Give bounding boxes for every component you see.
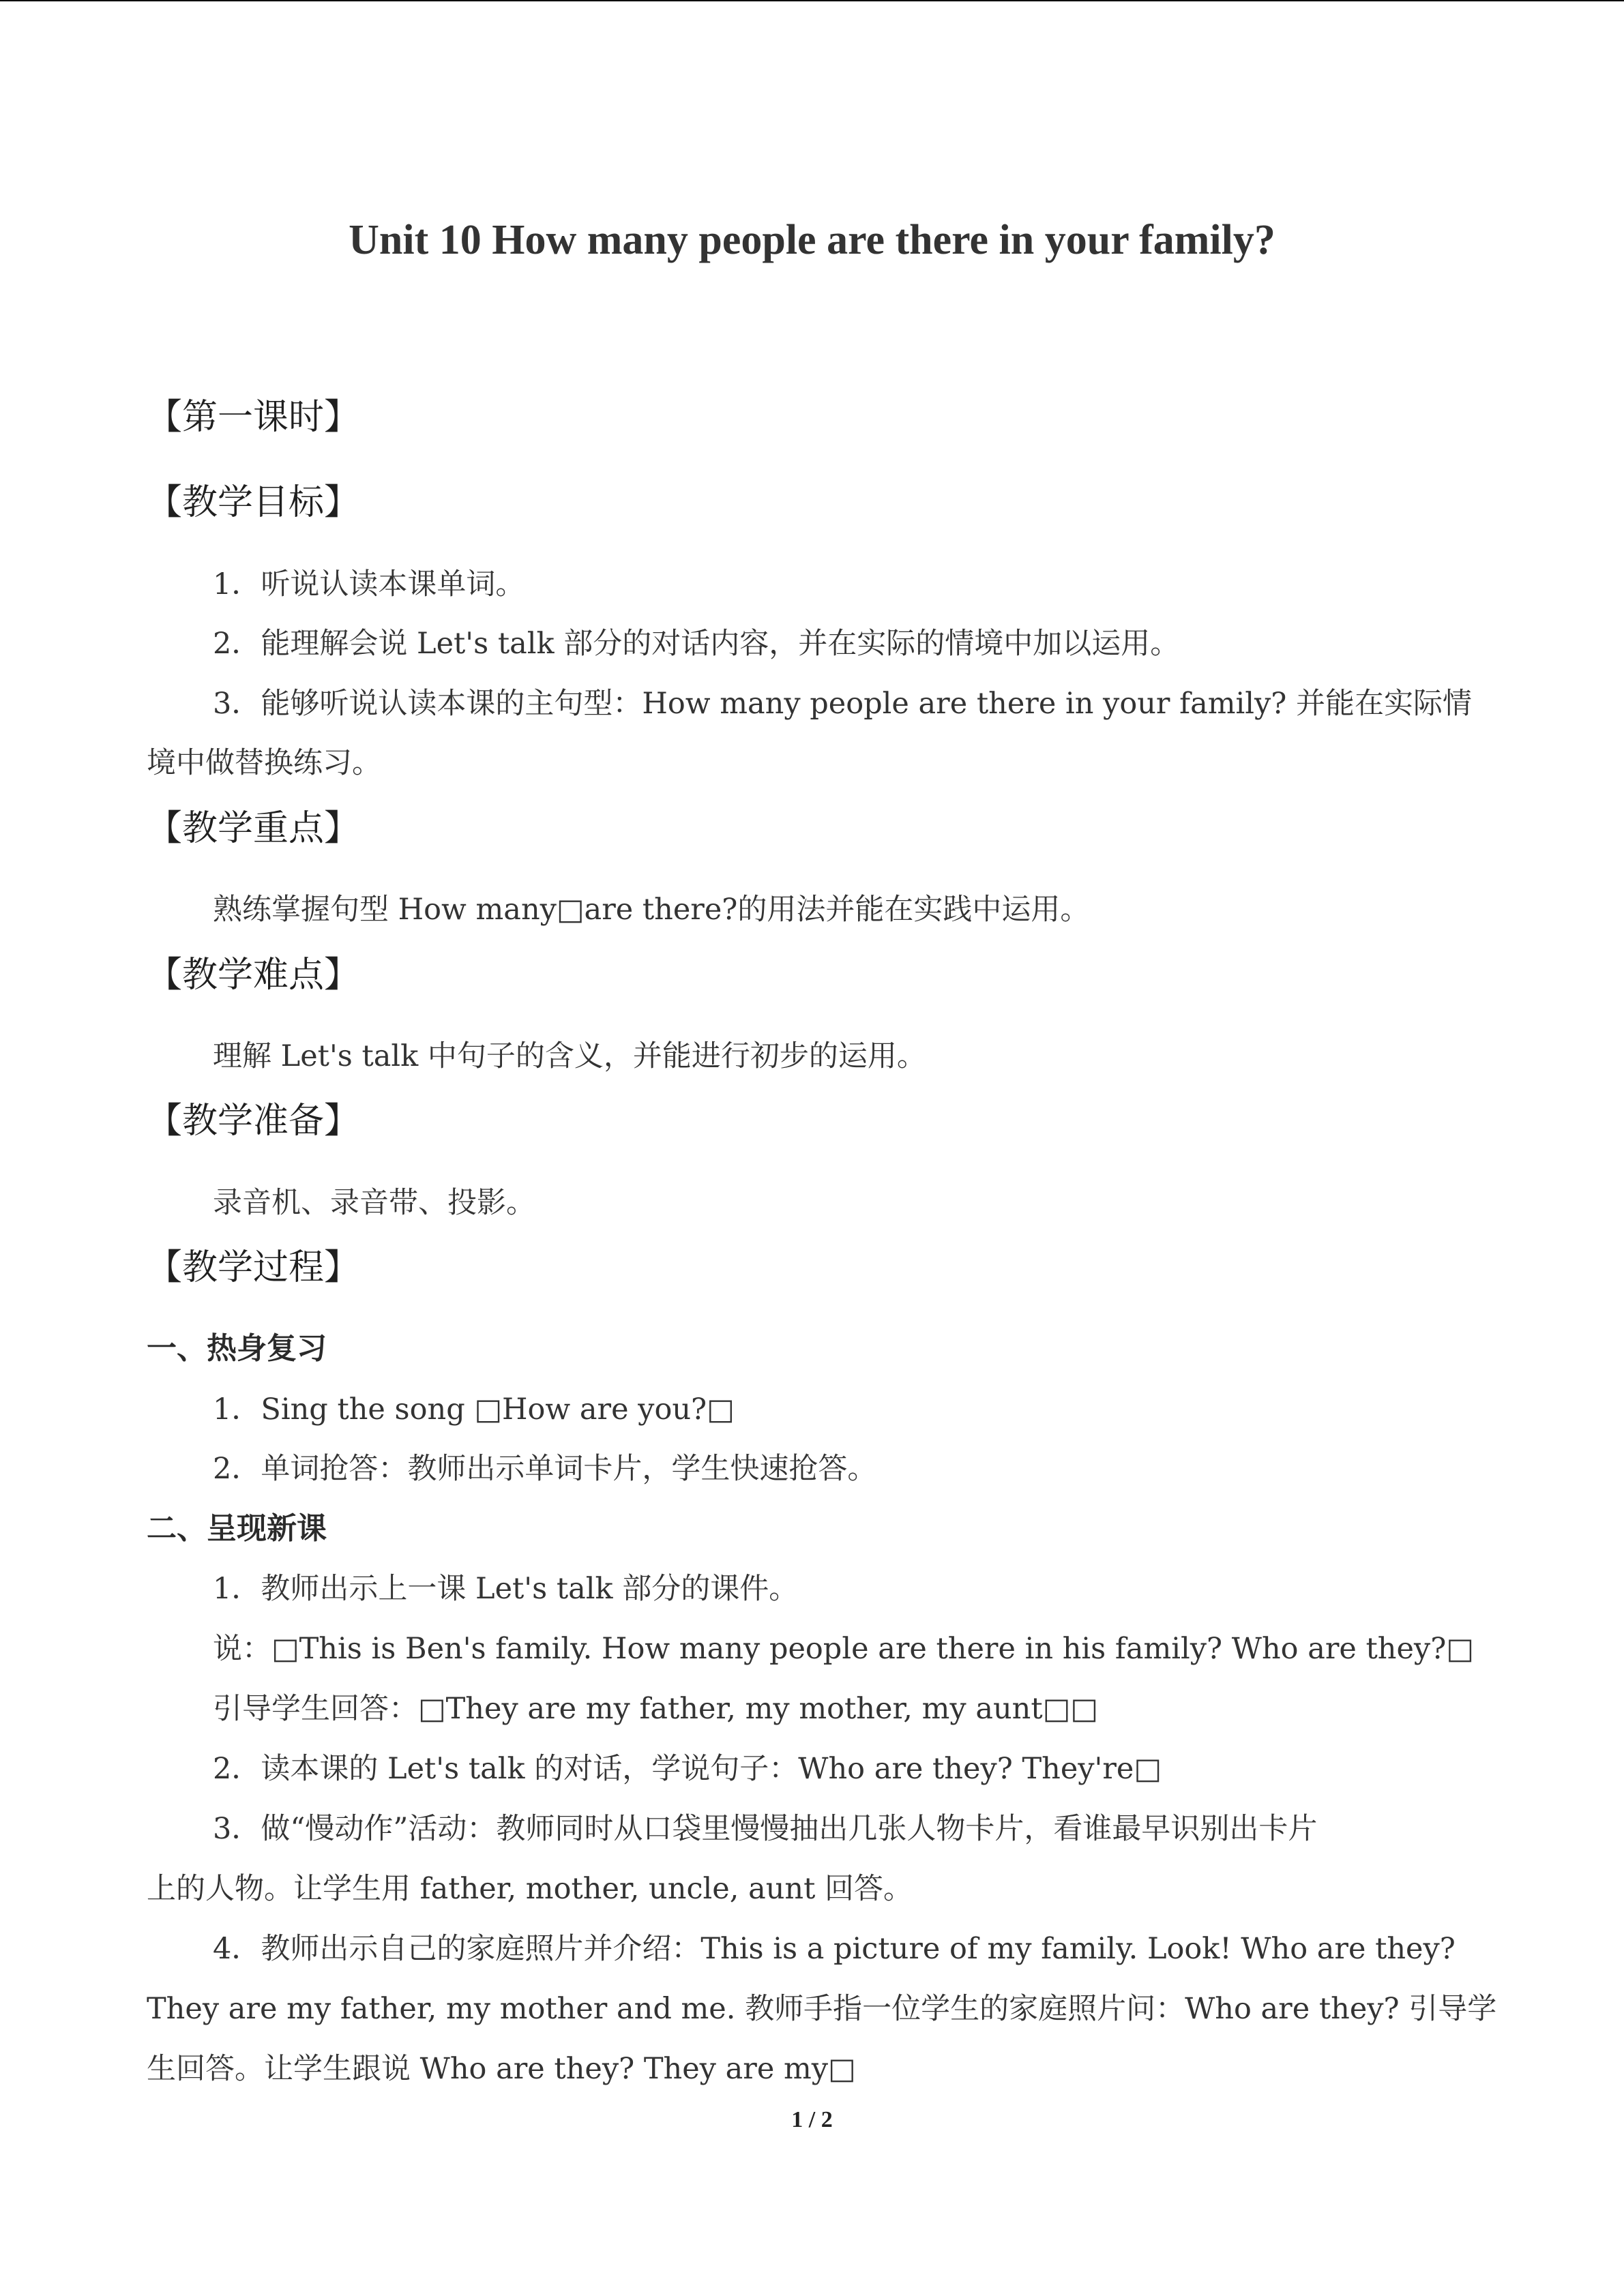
key-points-heading: 【教学重点】	[147, 808, 360, 849]
new-lesson-item-2: 2．读本课的 Let's talk 的对话，学说句子：Who are they? They're□	[213, 1752, 1162, 1786]
key-points-text: 熟练掌握句型 How many□are there?的用法并能在实践中运用。	[213, 893, 1090, 927]
new-lesson-item-3-continued: 上的人物。让学生用 father, mother, uncle, aunt 回答。	[147, 1872, 913, 1906]
new-lesson-heading: 二、呈现新课	[147, 1511, 327, 1546]
new-lesson-item-4-continued-2: 生回答。让学生跟说 Who are they? They are my□	[147, 2052, 856, 2086]
new-lesson-item-1: 1．教师出示上一课 Let's talk 部分的课件。	[213, 1572, 799, 1606]
warmup-item-2: 2．单词抢答：教师出示单词卡片，学生快速抢答。	[213, 1452, 877, 1486]
warmup-item-1: 1．Sing the song □How are you?□	[213, 1392, 735, 1427]
objective-item-1: 1．听说认读本课单词。	[213, 567, 525, 601]
difficulties-heading: 【教学难点】	[147, 955, 360, 996]
new-lesson-item-3: 3．做“慢动作”活动：教师同时从口袋里慢慢抽出几张人物卡片，看谁最早识别出卡片	[213, 1812, 1318, 1846]
preparation-heading: 【教学准备】	[147, 1101, 360, 1142]
objectives-heading: 【教学目标】	[147, 482, 360, 523]
objective-item-2: 2．能理解会说 Let's talk 部分的对话内容，并在实际的情境中加以运用。	[213, 627, 1180, 661]
new-lesson-item-4: 4．教师出示自己的家庭照片并介绍：This is a picture of my family. Look! Who are they?	[213, 1932, 1456, 1966]
process-heading: 【教学过程】	[147, 1247, 360, 1288]
new-lesson-line-guide: 引导学生回答：□They are my father, my mother, my aunt□□	[213, 1692, 1098, 1726]
preparation-text: 录音机、录音带、投影。	[213, 1186, 535, 1220]
new-lesson-line-say: 说：□This is Ben's family. How many people are there in his family? Who are they?□	[213, 1632, 1474, 1666]
lesson-label: 【第一课时】	[147, 397, 360, 438]
document-title: Unit 10 How many people are there in your family?	[349, 217, 1275, 263]
objective-item-3: 3．能够听说认读本课的主句型：How many people are there in your family? 并能在实际情	[213, 687, 1472, 721]
objective-item-3-continued: 境中做替换练习。	[147, 746, 381, 780]
new-lesson-item-4-continued-1: They are my father, my mother and me. 教师手指一位学生的家庭照片问：Who are they? 引导学	[147, 1992, 1497, 2026]
page-number: 1 / 2	[791, 2107, 833, 2132]
warmup-heading: 一、热身复习	[147, 1331, 327, 1366]
difficulties-text: 理解 Let's talk 中句子的含义，并能进行初步的运用。	[213, 1039, 926, 1073]
